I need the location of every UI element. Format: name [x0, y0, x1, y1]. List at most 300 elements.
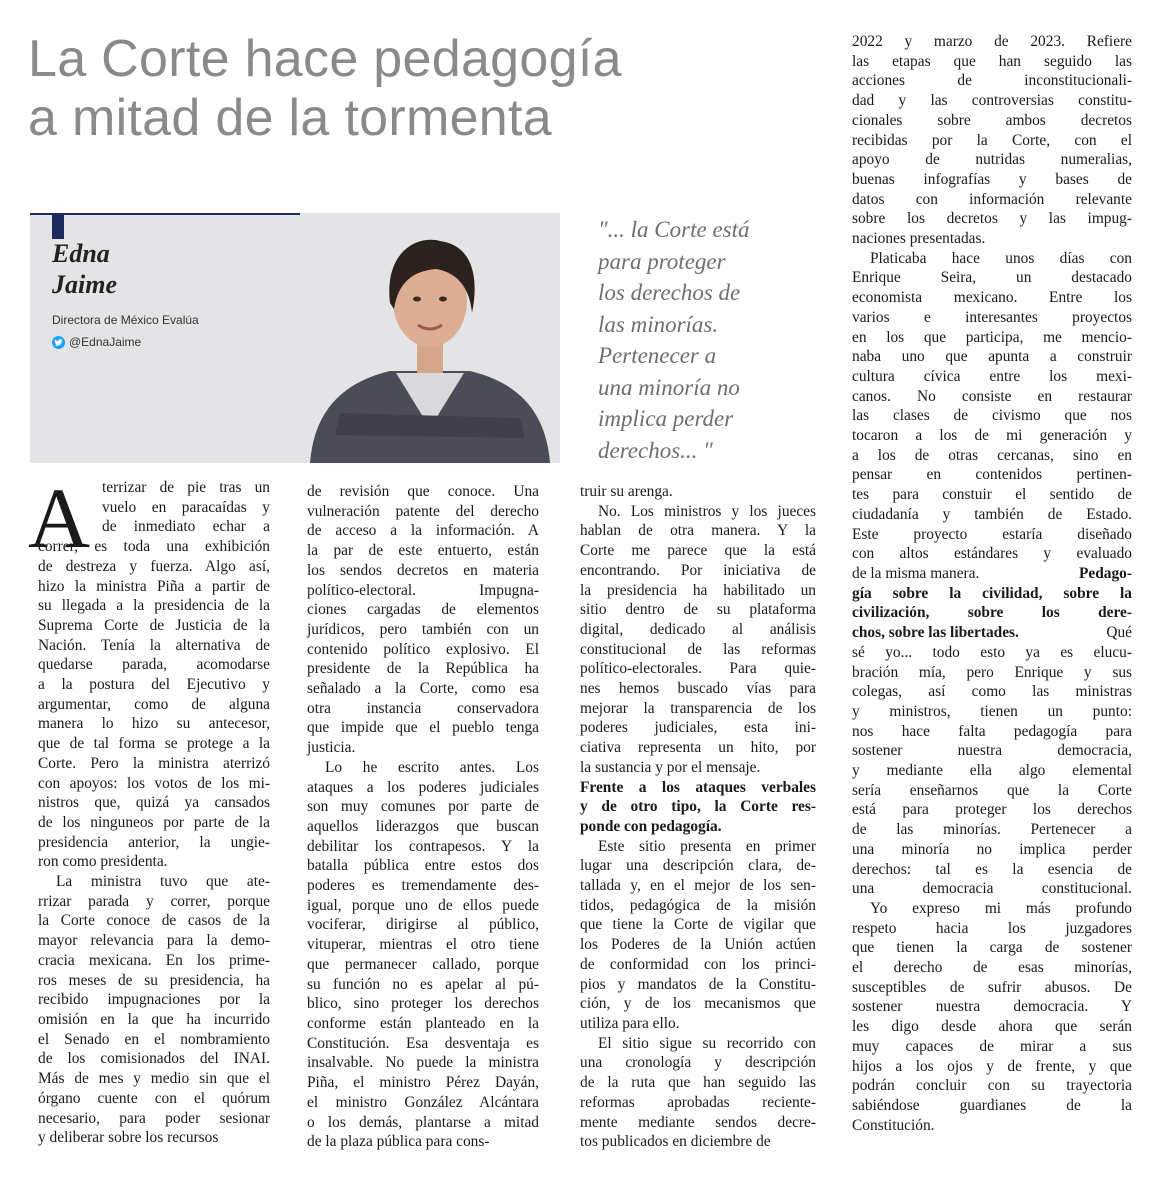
article-line	[852, 643, 1132, 663]
article-line	[307, 758, 539, 778]
article-line-text: utiliza para ello.	[580, 1014, 680, 1032]
article-line	[580, 994, 816, 1014]
headline-line: La Corte hace pedagogía	[28, 30, 622, 88]
article-line-text: su función no es apelar al pú-	[307, 975, 539, 993]
article-line-text: chos, sobre las libertades.	[852, 624, 1019, 642]
article-line	[38, 517, 270, 537]
article-line-text: necesario, para poder sesionar	[38, 1109, 270, 1127]
article-line	[38, 537, 270, 557]
article-line-text: jurídicos, pero también con un	[307, 620, 539, 638]
article-line-text: mayor relevancia para la demo-	[38, 932, 270, 950]
article-line	[38, 1010, 270, 1030]
article-line	[38, 793, 270, 813]
article-line	[307, 817, 539, 837]
article-line-text: mente mediante sendos decre-	[580, 1113, 816, 1131]
article-line	[852, 485, 1132, 505]
article-line-text: igual, porque uno de ellos puede	[307, 896, 539, 914]
article-line	[580, 1034, 816, 1054]
article-line-text: y mediante ella algo elemental	[852, 762, 1132, 780]
article-line-text: órgano cuente con el quórum	[38, 1089, 270, 1107]
article-line-text: Este proyecto estaría diseñado	[852, 525, 1132, 543]
article-line	[852, 1116, 1132, 1136]
article-line-text: constitucional de las reformas	[580, 640, 816, 658]
article-line	[580, 620, 816, 640]
article-line-text: sitio dentro de su plataforma	[580, 601, 816, 619]
article-line	[307, 975, 539, 995]
article-line-text: las clases de civismo que nos	[852, 407, 1132, 425]
article-line-text: manera lo hizo su antecesor,	[38, 715, 270, 733]
article-line-text: de acceso a la información. A	[307, 522, 539, 540]
article-line	[38, 1128, 270, 1148]
article-line-text: de los ninguneos por parte de la	[38, 813, 270, 831]
article-line	[852, 761, 1132, 781]
article-line-text: vociferar, dirigirse al público,	[307, 916, 539, 934]
drop-cap: A	[28, 470, 91, 566]
article-line-text: tidos, pedagógica de la misión	[580, 896, 816, 914]
article-line	[852, 958, 1132, 978]
article-line	[580, 817, 816, 837]
article-line-text: el Senado en el nombramiento	[38, 1030, 270, 1048]
article-line	[852, 899, 1132, 919]
article-line-text: Enrique Seira, un destacado	[852, 269, 1132, 287]
article-line-text: el ministro González Alcántara	[307, 1093, 539, 1111]
article-line-text: sostener nuestra democracia,	[852, 742, 1132, 760]
article-line-text: El sitio sigue su recorrido con	[598, 1034, 816, 1052]
article-line	[852, 800, 1132, 820]
article-line-text: de los comisionados del INAI.	[38, 1050, 270, 1068]
article-line-text: está para proteger los derechos	[852, 801, 1132, 819]
article-line-text: reformas aprobadas reciente-	[580, 1093, 816, 1111]
article-line	[852, 840, 1132, 860]
article-line	[852, 150, 1132, 170]
article-line-text: aquellos liderazgos que buscan	[307, 817, 539, 835]
article-line	[852, 879, 1132, 899]
article-line	[38, 1030, 270, 1050]
article-line	[852, 347, 1132, 367]
twitter-handle-text: @EdnaJaime	[69, 335, 142, 349]
article-line	[852, 820, 1132, 840]
article-line-text: una democracia constitucional.	[852, 880, 1132, 898]
article-line-text: de conformidad con los princi-	[580, 955, 816, 973]
article-line	[580, 778, 816, 798]
article-line	[307, 837, 539, 857]
article-line	[852, 249, 1132, 269]
article-line-text: Qué	[1106, 624, 1132, 642]
article-line-text: insalvable. No puede la ministra	[307, 1054, 539, 1072]
author-first-name: Edna	[52, 239, 110, 268]
article-line	[307, 738, 539, 758]
article-line	[38, 754, 270, 774]
article-line	[852, 111, 1132, 131]
article-line	[852, 1037, 1132, 1057]
article-line	[580, 758, 816, 778]
article-line	[580, 1073, 816, 1093]
article-line	[580, 600, 816, 620]
article-line	[580, 896, 816, 916]
author-name	[52, 238, 117, 300]
article-line-text: otra instancia conservadora	[307, 699, 539, 717]
article-line-text: a la postura del Ejecutivo y	[38, 676, 270, 694]
article-line	[38, 655, 270, 675]
article-line	[580, 915, 816, 935]
article-line-text: la sustancia y por el mensaje.	[580, 758, 761, 776]
article-line	[580, 640, 816, 660]
article-line-text: nes hemos buscado vías para	[580, 680, 816, 698]
article-line	[38, 675, 270, 695]
article-line	[852, 328, 1132, 348]
article-line-text: 2022 y marzo de 2023. Refiere	[852, 33, 1132, 50]
article-line-text: hizo la ministra Piña a partir de	[38, 577, 270, 595]
article-line-text: y ministros, tienen un punto:	[852, 702, 1132, 720]
article-line	[580, 718, 816, 738]
article-line-text: de revisión que conoce. Una	[307, 483, 539, 500]
article-line-text: lugar una descripción clara, de-	[580, 857, 816, 875]
article-line	[852, 663, 1132, 683]
article-line	[38, 852, 270, 872]
article-line-text: que permanecer callado, porque	[307, 955, 539, 973]
article-line-text: omisión en la que ha incurrido	[38, 1010, 270, 1028]
twitter-handle[interactable]	[52, 335, 141, 349]
article-line-text: pensar en contenidos pertinen-	[852, 466, 1132, 484]
article-line	[852, 170, 1132, 190]
article-line-text: que de tal forma se protege a la	[38, 735, 270, 753]
article-line-text: de inmediato echar a	[102, 518, 270, 536]
article-line-text: apoyo de nutridas numeralias,	[852, 151, 1132, 169]
article-line-text: respeto hacia los juzgadores	[852, 919, 1132, 937]
article-line-text: conforme están planteado en la	[307, 1014, 539, 1032]
article-line-text: derechos: tal es la esencia de	[852, 860, 1132, 878]
article-line-text: debilitar los contrapesos. Y la	[307, 837, 539, 855]
article-line	[852, 564, 1132, 584]
article-line-text: dad y las controversias constitu-	[852, 92, 1132, 110]
article-column-2	[307, 482, 539, 1152]
article-line	[852, 190, 1132, 210]
article-line	[852, 268, 1132, 288]
article-line	[580, 581, 816, 601]
pull-quote-line: las minorías.	[598, 311, 719, 337]
byline-accent-bar	[52, 213, 64, 239]
article-line	[38, 833, 270, 853]
article-line	[580, 876, 816, 896]
article-line	[307, 1034, 539, 1054]
article-line	[307, 679, 539, 699]
article-line-text: que tienen la carga de sostener	[852, 939, 1132, 957]
article-line-text: ción, y de los mecanismos que	[580, 995, 816, 1013]
article-line-text: poderes judiciales, esta ini-	[580, 719, 816, 737]
article-line	[307, 1073, 539, 1093]
article-line-text: naciones presentadas.	[852, 230, 986, 248]
article-line	[307, 856, 539, 876]
article-line-text: terrizar de pie tras un	[102, 479, 270, 496]
article-line	[580, 935, 816, 955]
article-line-text: a los de otras cercanas, sino en	[852, 446, 1132, 464]
article-line	[580, 797, 816, 817]
article-line-text: hablan de otra manera. Y la	[580, 522, 816, 540]
article-line-text: rrizar parada y correr, porque	[38, 892, 270, 910]
article-line	[307, 659, 539, 679]
article-line-text: ataques a los poderes judiciales	[307, 778, 539, 796]
article-line-text: contenido político explosivo. El	[307, 640, 539, 658]
article-line	[307, 521, 539, 541]
article-line	[852, 32, 1132, 52]
article-line	[307, 620, 539, 640]
article-line-text: varios e interesantes proyectos	[852, 308, 1132, 326]
article-line	[852, 71, 1132, 91]
headline-line: a mitad de la tormenta	[28, 89, 552, 147]
article-line	[580, 1113, 816, 1133]
article-line-text: justicia.	[307, 739, 356, 757]
article-line	[852, 505, 1132, 525]
article-line-text: de la plaza pública para cons-	[307, 1133, 490, 1151]
article-line	[307, 1093, 539, 1113]
pull-quote-line: "... la Corte está	[598, 217, 750, 242]
article-line-text: la Corte conoce de casos de la	[38, 912, 270, 930]
article-line	[307, 797, 539, 817]
article-line	[38, 734, 270, 754]
article-line	[38, 892, 270, 912]
article-line-text: Constitución.	[852, 1116, 935, 1134]
article-line-text: o los demás, plantarse a mitad	[307, 1113, 539, 1131]
article-line	[307, 718, 539, 738]
article-line-text: mejorar la transparencia de los	[580, 699, 816, 717]
article-line	[307, 896, 539, 916]
article-line	[38, 951, 270, 971]
article-line	[580, 975, 816, 995]
article-line	[38, 557, 270, 577]
article-line	[852, 1017, 1132, 1037]
article-line-text: político-electoral. Impugna-	[307, 581, 539, 599]
article-line	[852, 288, 1132, 308]
article-line-text: nistros que, quizá ya cansados	[38, 794, 270, 812]
article-line	[852, 997, 1132, 1017]
article-line	[580, 1014, 816, 1034]
article-line-text: tallada y, en el mejor de los sen-	[580, 877, 816, 895]
article-line-text: ponde con pedagogía.	[580, 817, 722, 835]
article-line	[580, 738, 816, 758]
article-line-text: vituperar, mientras el otro tiene	[307, 936, 539, 954]
article-line-text: Constitución. Esa desventaja es	[307, 1034, 539, 1052]
article-line-text: las etapas que han seguido las	[852, 52, 1132, 70]
article-line-text: encontrando. Por iniciativa de	[580, 561, 816, 579]
pull-quote-line: implica perder	[598, 406, 734, 431]
article-line-text: nos hace falta pedagogía para	[852, 722, 1132, 740]
article-line	[307, 1132, 539, 1152]
article-line	[38, 636, 270, 656]
pull-quote-line: una minoría no	[598, 374, 740, 400]
article-line	[852, 741, 1132, 761]
article-line	[852, 544, 1132, 564]
article-line-text: los Poderes de la Unión actúen	[580, 936, 816, 954]
article-line	[38, 971, 270, 991]
article-line	[852, 387, 1132, 407]
article-line-text: No. Los ministros y los jueces	[598, 502, 816, 520]
headline	[28, 30, 828, 148]
article-line	[307, 600, 539, 620]
article-column-1	[38, 478, 270, 1148]
article-line	[852, 781, 1132, 801]
article-line-text: político-electorales. Para quie-	[580, 660, 816, 678]
article-line	[38, 990, 270, 1010]
article-line-text: argumentar, como de alguna	[38, 695, 270, 713]
article-line-text: recibidas por la Corte, con el	[852, 131, 1132, 149]
article-line-text: y deliberar sobre los recursos	[38, 1129, 219, 1147]
article-column-4	[852, 32, 1132, 1135]
article-line-text: susceptibles de sufrir abusos. De	[852, 978, 1132, 996]
article-line-text: truir su arenga.	[580, 483, 673, 500]
pull-quote-line: derechos... "	[598, 437, 713, 463]
article-line-text: que tiene la Corte de vigilar que	[580, 916, 816, 934]
article-line-text: Más de mes y medio sin que el	[38, 1070, 270, 1088]
pull-quote	[598, 214, 828, 466]
pull-quote-line: para proteger	[598, 248, 726, 274]
author-last-name: Jaime	[52, 270, 117, 299]
article-line-text: Este sitio presenta en primer	[598, 837, 816, 855]
article-line-text: sostener nuestra democracia. Y	[852, 998, 1132, 1016]
article-line-text: de las minorías. Pertenecer a	[852, 821, 1132, 839]
article-line	[852, 603, 1132, 623]
article-line-text: Frente a los ataques verbales	[580, 778, 816, 796]
article-line	[38, 1049, 270, 1069]
article-line	[852, 1096, 1132, 1116]
article-line	[38, 596, 270, 616]
article-line-text: que impide que el pueblo tenga	[307, 719, 539, 737]
article-line-text: Corte. Pero la ministra aterrizó	[38, 754, 270, 772]
article-line-text: correr, es toda una exhibición	[38, 538, 270, 556]
article-line	[307, 1053, 539, 1073]
article-line	[307, 1014, 539, 1034]
article-line-text: quedarse parada, acomodarse	[38, 656, 270, 674]
pull-quote-line: los derechos de	[598, 280, 741, 305]
article-line-text: de la ruta que han seguido las	[580, 1074, 816, 1092]
article-line-text: digital, dedicado al análisis	[580, 620, 816, 638]
article-line	[852, 229, 1132, 249]
article-line-text: una minoría no implica perder	[852, 840, 1132, 858]
article-line-text: sería enseñarnos que la Corte	[852, 781, 1132, 799]
article-line	[852, 367, 1132, 387]
article-line-text: Nación. Tenía la alternativa de	[38, 636, 270, 654]
article-line	[307, 640, 539, 660]
article-line-text: sabiéndose guardianes de la	[852, 1096, 1132, 1114]
article-line-text: hijos a los ojos y de frente, y que	[852, 1057, 1132, 1075]
article-line-text: y de otro tipo, la Corte res-	[580, 798, 816, 816]
article-line	[307, 581, 539, 601]
article-line	[852, 525, 1132, 545]
article-line	[307, 876, 539, 896]
article-line	[580, 561, 816, 581]
article-line-text: sobre los decretos y las impug-	[852, 210, 1132, 228]
article-line-text: cracia mexicana. En los prime-	[38, 951, 270, 969]
article-line-text: blico, sino proteger los derechos	[307, 995, 539, 1013]
article-line-text: cionales sobre ambos decretos	[852, 111, 1132, 129]
article-line-text: de la misma manera.	[852, 564, 980, 582]
article-line-text: pios y mandatos de la Constitu-	[580, 975, 816, 993]
article-line-text: economista mexicano. Entre los	[852, 289, 1132, 307]
article-line	[852, 860, 1132, 880]
article-line	[580, 699, 816, 719]
article-line	[307, 955, 539, 975]
article-line-text: el derecho de esas minorías,	[852, 959, 1132, 977]
article-line	[852, 131, 1132, 151]
pull-quote-line: Pertenecer a	[598, 343, 717, 368]
article-line	[852, 702, 1132, 722]
article-line	[852, 91, 1132, 111]
article-line-text: son muy comunes por parte de	[307, 798, 539, 816]
article-line	[307, 915, 539, 935]
article-line	[38, 478, 270, 498]
article-line	[38, 695, 270, 715]
article-line-text: ciativa representa un hito, por	[580, 739, 816, 757]
article-line	[852, 446, 1132, 466]
article-line	[307, 561, 539, 581]
article-line-text: sé yo... todo esto ya es elucu-	[852, 643, 1132, 661]
article-line	[38, 616, 270, 636]
author-portrait	[300, 213, 560, 463]
article-line-text: naba uno que apunta a construir	[852, 348, 1132, 366]
article-line	[38, 872, 270, 892]
article-line-text: podrán concluir con su trayectoria	[852, 1077, 1132, 1095]
article-line-text: vuelo en paracaídas y	[102, 498, 270, 516]
article-line	[852, 1057, 1132, 1077]
article-line-text: Yo expreso mi más profundo	[870, 899, 1132, 917]
article-line	[852, 938, 1132, 958]
article-line-text: batalla pública entre estos dos	[307, 857, 539, 875]
article-line	[852, 465, 1132, 485]
article-line	[580, 1053, 816, 1073]
article-line	[852, 978, 1132, 998]
article-line-text: Lo he escrito antes. Los	[325, 758, 539, 776]
article-line-text: Platicaba hace unos días con	[870, 249, 1132, 267]
article-line	[852, 682, 1132, 702]
article-line-text: en los que participa, me mencio-	[852, 328, 1132, 346]
article-line-text: presidente de la República ha	[307, 660, 539, 678]
article-line-text: Piña, el ministro Pérez Dayán,	[307, 1074, 539, 1092]
article-line	[852, 308, 1132, 328]
article-line	[307, 502, 539, 522]
article-line-text: La ministra tuvo que ate-	[56, 873, 270, 891]
article-line	[38, 813, 270, 833]
article-line-text: su llegada a la presidencia de la	[38, 597, 270, 615]
article-line-text: canos. No consiste en restaurar	[852, 387, 1132, 405]
article-line-text: con apoyos: los votos de los mi-	[38, 774, 270, 792]
article-line-text: tos publicados en diciembre de	[580, 1133, 771, 1151]
article-line-text: gía sobre la civilidad, sobre la	[852, 584, 1132, 602]
article-line	[852, 52, 1132, 72]
article-line-text: de destreza y fuerza. Algo así,	[38, 557, 270, 575]
article-line-text: datos con información relevante	[852, 190, 1132, 208]
article-line-text: muy capaces de mirar a sus	[852, 1037, 1132, 1055]
article-line-text: Suprema Corte de Justicia de la	[38, 616, 270, 634]
article-line	[852, 623, 1132, 643]
article-line	[38, 931, 270, 951]
article-line	[307, 778, 539, 798]
article-line-text: presidencia anterior, la ungie-	[38, 833, 270, 851]
article-line-text: la presidencia ha habilitado un	[580, 581, 816, 599]
article-line-text: ros meses de su presidencia, ha	[38, 971, 270, 989]
article-line-text: ciudadanía y también de Estado.	[852, 505, 1132, 523]
article-line	[38, 1069, 270, 1089]
article-line-text: señalado a la Corte, como esa	[307, 680, 539, 698]
article-line-text: bración mía, pero Enrique y sus	[852, 663, 1132, 681]
article-line-text: los sendos decretos en materia	[307, 561, 539, 579]
article-line-text: colegas, así como las ministras	[852, 683, 1132, 701]
article-line-text: ron como presidenta.	[38, 853, 168, 871]
article-line-text: recibido impugnaciones por la	[38, 991, 270, 1009]
article-line	[852, 722, 1132, 742]
article-line	[38, 1109, 270, 1129]
article-line	[307, 994, 539, 1014]
article-line	[580, 541, 816, 561]
article-line-text: buenas infografías y bases de	[852, 170, 1132, 188]
